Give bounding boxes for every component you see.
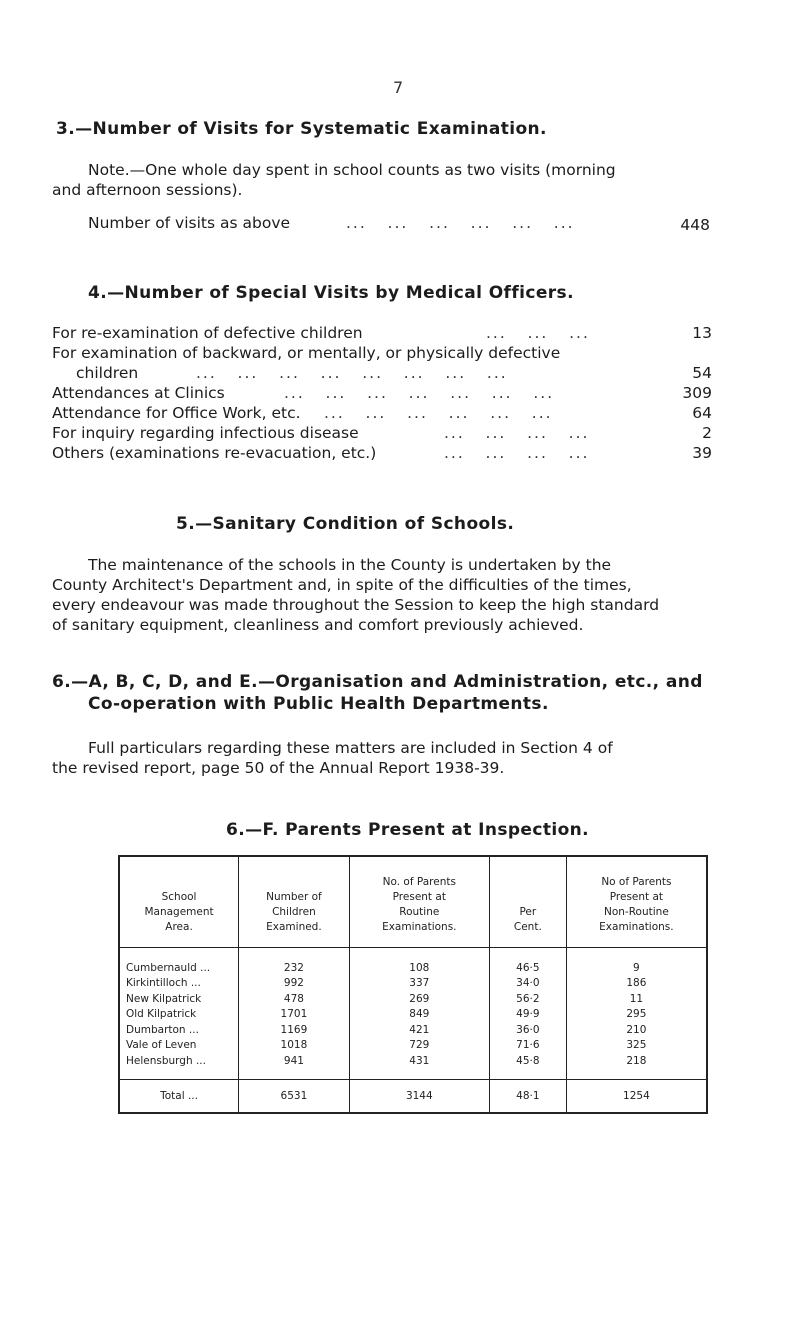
- section-5-heading: 5.—Sanitary Condition of Schools.: [176, 514, 515, 534]
- list-item-label: children: [76, 364, 139, 382]
- section-5-body: [52, 555, 716, 635]
- list-item: [52, 403, 712, 423]
- col-header-line: Cent.: [513, 921, 542, 933]
- cell-percent: 36·0: [489, 1022, 566, 1038]
- section-6-line2: the revised report, page 50 of the Annual Report 1938-39.: [52, 759, 505, 777]
- cell-area: Kirkintilloch ...: [126, 977, 201, 990]
- list-item: [52, 323, 712, 343]
- table-row: [119, 1053, 707, 1079]
- cell-non-routine: 210: [566, 1022, 707, 1038]
- col-header-area: [119, 856, 239, 948]
- cell-area: Helensburgh ...: [126, 1054, 206, 1067]
- cell-area: Dumbarton ...: [126, 1023, 199, 1036]
- list-item-value: 309: [682, 384, 712, 402]
- leader-dots: ... ... ... ...: [444, 444, 590, 462]
- cell-examined: 6531: [239, 1079, 350, 1113]
- leader-dots: ... ... ... ...: [444, 424, 590, 442]
- cell-routine: 421: [349, 1022, 489, 1038]
- table-total-row: [119, 1079, 707, 1113]
- col-header-line: School: [161, 891, 197, 903]
- cell-non-routine: 1254: [566, 1079, 707, 1113]
- list-item-label: Attendance for Office Work, etc.: [52, 404, 301, 422]
- cell-routine: 269: [349, 991, 489, 1007]
- cell-non-routine: 11: [566, 991, 707, 1007]
- col-header-non-routine: [566, 856, 707, 948]
- list-item-value: 13: [692, 324, 712, 342]
- list-item: [52, 383, 712, 403]
- parents-table: [118, 855, 708, 1114]
- cell-examined: 232: [239, 948, 350, 976]
- cell-examined: 941: [239, 1053, 350, 1079]
- table-row: [119, 1038, 707, 1054]
- list-item-value: 54: [692, 364, 712, 382]
- cell-percent: 46·5: [489, 948, 566, 976]
- list-item-label: For re-examination of defective children: [52, 324, 363, 342]
- col-header-line: Present at: [609, 891, 664, 903]
- cell-examined: 1018: [239, 1038, 350, 1054]
- cell-routine: 3144: [349, 1079, 489, 1113]
- list-item-value: 2: [702, 424, 712, 442]
- col-header-line: Children: [272, 906, 316, 918]
- col-header-line: Per: [519, 906, 537, 918]
- cell-routine: 431: [349, 1053, 489, 1079]
- col-header-line: No. of Parents: [382, 876, 456, 888]
- col-header-examined: [239, 856, 350, 948]
- leader-dots: ... ... ...: [486, 324, 590, 342]
- section-6-line1: Full particulars regarding these matters are included in Section 4 of: [88, 739, 613, 757]
- list-item-label: For examination of backward, or mentally, or physically defective: [52, 344, 561, 362]
- col-header-line: Area.: [165, 921, 193, 933]
- cell-percent: 49·9: [489, 1007, 566, 1023]
- page-number: 7: [393, 78, 404, 97]
- col-header-line: Non-Routine: [604, 906, 669, 918]
- col-header-percent: [489, 856, 566, 948]
- section-6-heading-line2: Co-operation with Public Health Departments.: [88, 694, 549, 714]
- cell-percent: 34·0: [489, 976, 566, 992]
- list-item-label: Attendances at Clinics: [52, 384, 225, 402]
- paragraph-line: of sanitary equipment, cleanliness and comfort previously achieved.: [52, 616, 584, 634]
- section-3-note-line1: Note.—One whole day spent in school counts as two visits (morning: [88, 161, 616, 179]
- cell-percent: 56·2: [489, 991, 566, 1007]
- cell-non-routine: 218: [566, 1053, 707, 1079]
- list-item-label: For inquiry regarding infectious disease: [52, 424, 359, 442]
- table-row: [119, 1022, 707, 1038]
- cell-examined: 1169: [239, 1022, 350, 1038]
- leader-dots: ... ... ... ... ... ... ... ...: [196, 364, 508, 382]
- cell-examined: 1701: [239, 1007, 350, 1023]
- col-header-routine: [349, 856, 489, 948]
- cell-examined: 478: [239, 991, 350, 1007]
- leader-dots: ... ... ... ... ... ... ...: [284, 384, 555, 402]
- list-item: [52, 423, 712, 443]
- visits-row: [88, 213, 710, 233]
- cell-area: Total ...: [119, 1079, 239, 1113]
- col-header-line: Routine: [399, 906, 440, 918]
- visits-value: 448: [680, 216, 710, 234]
- col-header-line: Number of: [266, 891, 322, 903]
- paragraph-line: County Architect's Department and, in spite of the difficulties of the times,: [52, 576, 632, 594]
- list-item-value: 39: [692, 444, 712, 462]
- section-6f-heading: 6.—F. Parents Present at Inspection.: [226, 820, 590, 840]
- cell-area: Old Kilpatrick: [126, 1008, 197, 1021]
- leader-dots: ... ... ... ... ... ...: [346, 214, 575, 232]
- col-header-line: Present at: [392, 891, 446, 903]
- section-6-heading-line1: 6.—A, B, C, D, and E.—Organisation and Administration, etc., and: [52, 672, 703, 692]
- section-3-heading: 3.—Number of Visits for Systematic Examination.: [56, 119, 547, 139]
- cell-area: Vale of Leven: [126, 1039, 197, 1052]
- cell-percent: 45·8: [489, 1053, 566, 1079]
- leader-dots: ... ... ... ... ... ...: [324, 404, 553, 422]
- list-item-value: 64: [692, 404, 712, 422]
- cell-non-routine: 325: [566, 1038, 707, 1054]
- visits-label: Number of visits as above: [88, 214, 291, 232]
- section-4-list: [52, 323, 712, 463]
- list-item: [52, 343, 712, 363]
- section-3-note-line2: and afternoon sessions).: [52, 181, 243, 199]
- cell-area: Cumbernauld ...: [126, 961, 211, 974]
- col-header-line: Examinations.: [382, 921, 457, 933]
- section-4-heading: 4.—Number of Special Visits by Medical Officers.: [88, 283, 574, 303]
- cell-routine: 337: [349, 976, 489, 992]
- col-header-line: Examinations.: [599, 921, 674, 933]
- col-header-line: Management: [144, 906, 214, 918]
- cell-area: New Kilpatrick: [126, 992, 202, 1005]
- table-row: [119, 991, 707, 1007]
- cell-examined: 992: [239, 976, 350, 992]
- cell-routine: 108: [349, 948, 489, 976]
- col-header-line: Examined.: [266, 921, 322, 933]
- cell-non-routine: 9: [566, 948, 707, 976]
- cell-routine: 729: [349, 1038, 489, 1054]
- cell-non-routine: 186: [566, 976, 707, 992]
- paragraph-line: every endeavour was made throughout the Session to keep the high standard: [52, 596, 660, 614]
- cell-routine: 849: [349, 1007, 489, 1023]
- col-header-line: No of Parents: [601, 876, 672, 888]
- cell-percent: 71·6: [489, 1038, 566, 1054]
- paragraph-line: The maintenance of the schools in the County is undertaken by the: [88, 556, 612, 574]
- list-item: [52, 363, 712, 383]
- table-row: [119, 976, 707, 992]
- list-item: [52, 443, 712, 463]
- cell-percent: 48·1: [489, 1079, 566, 1113]
- table-row: [119, 948, 707, 976]
- cell-non-routine: 295: [566, 1007, 707, 1023]
- table-header-row: [119, 856, 707, 948]
- table-row: [119, 1007, 707, 1023]
- list-item-label: Others (examinations re-evacuation, etc.): [52, 444, 377, 462]
